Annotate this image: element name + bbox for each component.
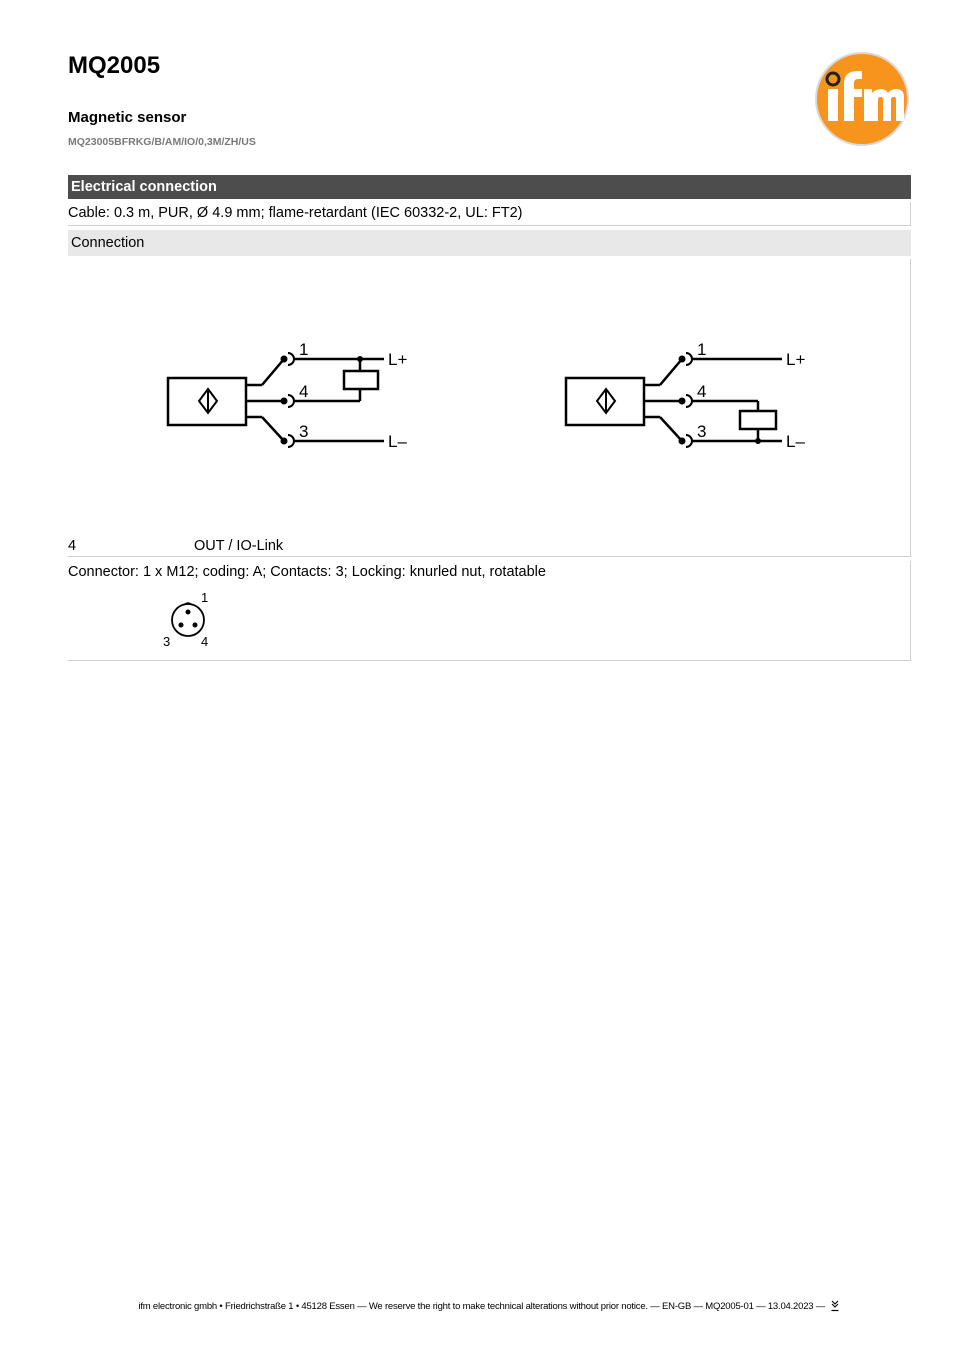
article-code: MQ23005BFRKG/B/AM/IO/0,3M/ZH/US <box>68 136 256 148</box>
page-footer <box>0 1300 957 1312</box>
product-subtitle: Magnetic sensor <box>68 109 187 126</box>
supply-pos-label: L+ <box>388 350 408 369</box>
connector-pin-label: 3 <box>163 634 171 649</box>
connector-spec: Connector: 1 x M12; coding: A; Contacts: 3; Locking: knurled nut, rotatable <box>68 564 546 580</box>
wiring-diagram-left <box>162 335 422 459</box>
pin-label: 4 <box>697 382 707 401</box>
pin-label: 1 <box>697 340 707 359</box>
pin-label: 4 <box>299 382 309 401</box>
footer-text: ifm electronic gmbh • Friedrichstraße 1 • 45128 Essen — We reserve the right to make technical alterations without prior notice. — EN-GB — MQ2005-01 — 13.04.2023 — <box>138 1300 826 1312</box>
cable-spec: Cable: 0.3 m, PUR, Ø 4.9 mm; flame-retardant (IEC 60332-2, UL: FT2) <box>68 202 911 226</box>
wiring-diagram-right <box>560 335 820 459</box>
connector-pin-label: 4 <box>201 634 209 649</box>
product-title: MQ2005 <box>68 52 161 79</box>
ifm-logo-icon <box>814 51 910 147</box>
connection-label: Connection <box>68 230 911 256</box>
supply-neg-label: L– <box>388 432 407 451</box>
section-header-electrical-connection: Electrical connection <box>68 175 911 199</box>
wiring-diagram-box <box>68 259 911 557</box>
supply-neg-label: L– <box>786 432 805 451</box>
pin-function: OUT / IO-Link <box>194 538 284 554</box>
m12-connector-pinout-icon <box>160 589 220 653</box>
pin-label: 3 <box>299 422 309 441</box>
pin-label: 3 <box>697 422 707 441</box>
pin-label: 1 <box>299 340 309 359</box>
supply-pos-label: L+ <box>786 350 806 369</box>
pin-number: 4 <box>68 538 77 554</box>
connector-pin-label: 1 <box>201 590 209 605</box>
connector-box <box>68 561 911 661</box>
eu-declaration-icon <box>831 1300 839 1312</box>
